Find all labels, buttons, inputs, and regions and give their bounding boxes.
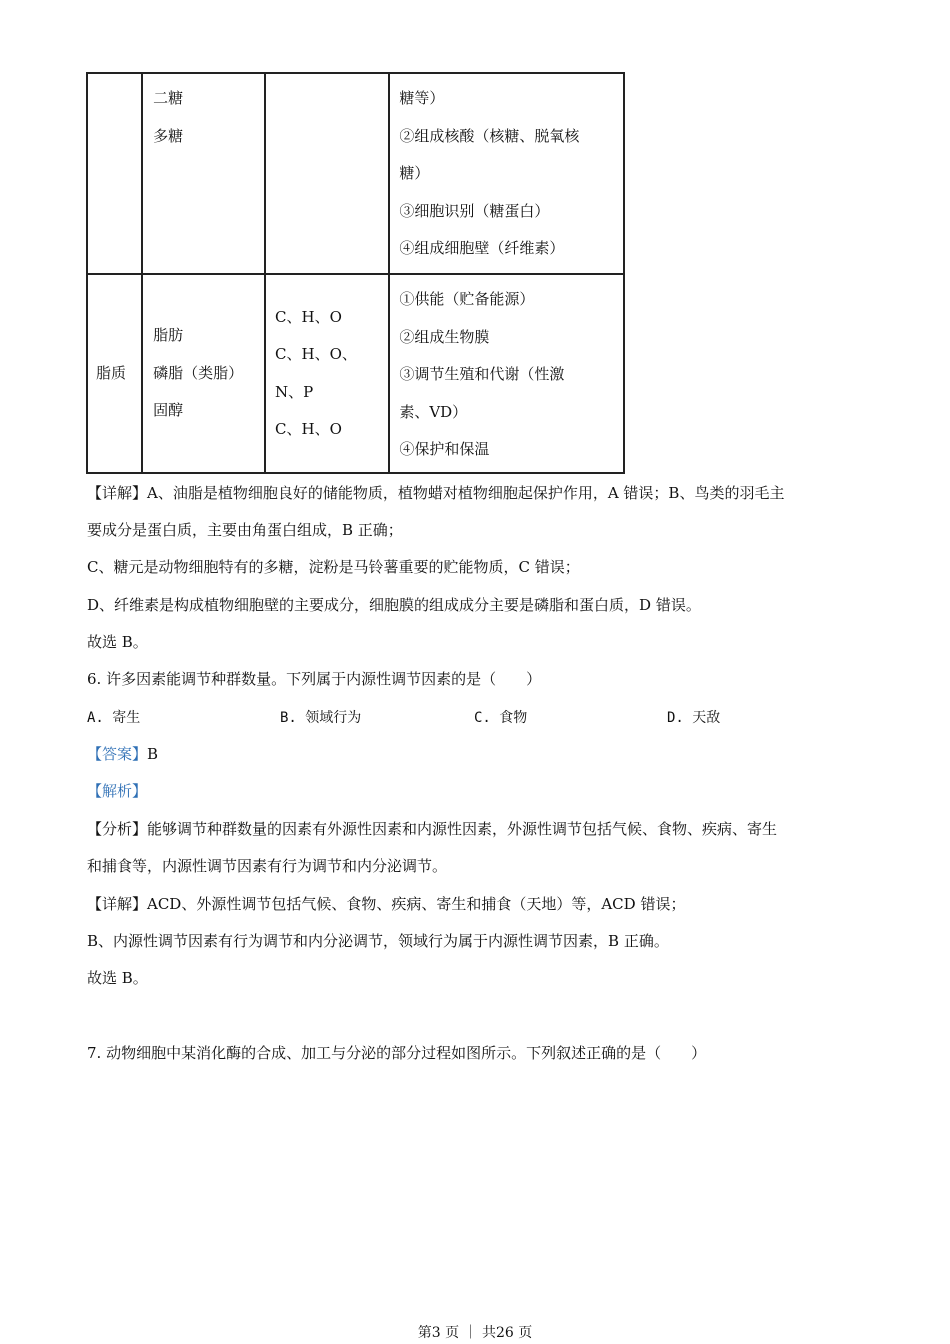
cell-line: ②组成核酸（核糖、脱氧核 bbox=[399, 126, 580, 145]
q6-option-c: C. 食物 bbox=[474, 710, 528, 726]
q5-detail-line: C、糖元是动物细胞特有的多糖，淀粉是马铃薯重要的贮能物质，C 错误； bbox=[87, 558, 580, 576]
q6-analysis-line: 和捕食等，内源性调节因素有行为调节和内分泌调节。 bbox=[87, 857, 448, 875]
q6-detail-line: 【详解】ACD、外源性调节包括气候、食物、疾病、寄生和捕食（天地）等，ACD 错误； bbox=[87, 895, 686, 913]
q6-option-d: D. 天敌 bbox=[667, 710, 721, 726]
table-cell-functions bbox=[389, 73, 624, 274]
table-cell-name bbox=[87, 73, 142, 274]
cell-line: N、P bbox=[275, 382, 314, 401]
lipid-sugar-table bbox=[86, 72, 625, 474]
cell-line: ③细胞识别（糖蛋白） bbox=[399, 201, 550, 220]
cell-line: ③调节生殖和代谢（性激 bbox=[399, 365, 565, 383]
table-row bbox=[87, 274, 624, 473]
cell-line: 脂肪 bbox=[153, 326, 184, 345]
q5-detail-line: 【详解】A、油脂是植物细胞良好的储能物质，植物蜡对植物细胞起保护作用，A 错误；B、鸟类的羽毛主 bbox=[87, 484, 785, 502]
cell-line: 多糖 bbox=[153, 126, 184, 145]
q6-option-b: B. 领域行为 bbox=[280, 710, 362, 726]
cell-line: C、H、O bbox=[275, 307, 342, 326]
cell-line: 磷脂（类脂） bbox=[153, 363, 244, 382]
table-cell-types bbox=[142, 73, 265, 274]
cell-line: ④保护和保温 bbox=[399, 440, 490, 458]
q5-detail-line: 要成分是蛋白质，主要由角蛋白组成，B 正确； bbox=[87, 521, 403, 539]
cell-line: ②组成生物膜 bbox=[399, 327, 490, 346]
q6-analysis-line: 【分析】能够调节种群数量的因素有外源性因素和内源性因素，外源性调节包括气候、食物、疾病、寄生 bbox=[87, 820, 778, 838]
table-cell-elements bbox=[265, 73, 389, 274]
cell-line: 糖） bbox=[399, 164, 430, 182]
cell-line: C、H、O、 bbox=[275, 345, 357, 363]
answer-value: B bbox=[147, 745, 159, 763]
table-cell-functions bbox=[389, 274, 624, 473]
q6-analysis-tag: 【解析】 bbox=[87, 782, 148, 800]
cell-line: 脂质 bbox=[96, 363, 127, 382]
table-row bbox=[87, 73, 624, 274]
cell-line: 糖等） bbox=[399, 89, 445, 107]
cell-line: C、H、O bbox=[275, 420, 342, 438]
q6-detail-line: B、内源性调节因素有行为调节和内分泌调节，领域行为属于内源性调节因素，B 正确。 bbox=[87, 932, 669, 950]
q5-detail-line: D、纤维素是构成植物细胞壁的主要成分，细胞膜的组成成分主要是磷脂和蛋白质，D 错误。 bbox=[87, 596, 701, 614]
cell-line: ①供能（贮备能源） bbox=[399, 290, 535, 308]
q6-answer bbox=[87, 744, 158, 764]
q5-conclusion: 故选 B。 bbox=[87, 633, 148, 651]
page-footer: 第3 页 ｜ 共26 页 bbox=[417, 1325, 533, 1341]
cell-line: ④组成细胞壁（纤维素） bbox=[399, 239, 565, 257]
answer-tag: 【答案】 bbox=[87, 745, 148, 763]
q6-stem: 6. 许多因素能调节种群数量。下列属于内源性调节因素的是（ ） bbox=[87, 670, 542, 688]
q7-stem: 7. 动物细胞中某消化酶的合成、加工与分泌的部分过程如图所示。下列叙述正确的是（ ） bbox=[87, 1044, 707, 1062]
table-cell-types bbox=[142, 274, 265, 473]
cell-line: 二糖 bbox=[153, 89, 184, 107]
table-cell-name bbox=[87, 274, 142, 473]
q6-conclusion: 故选 B。 bbox=[87, 969, 148, 987]
table-cell-elements bbox=[265, 274, 389, 473]
cell-line: 素、VD） bbox=[399, 402, 468, 421]
cell-line: 固醇 bbox=[153, 401, 184, 420]
q6-option-a: A. 寄生 bbox=[87, 710, 141, 726]
